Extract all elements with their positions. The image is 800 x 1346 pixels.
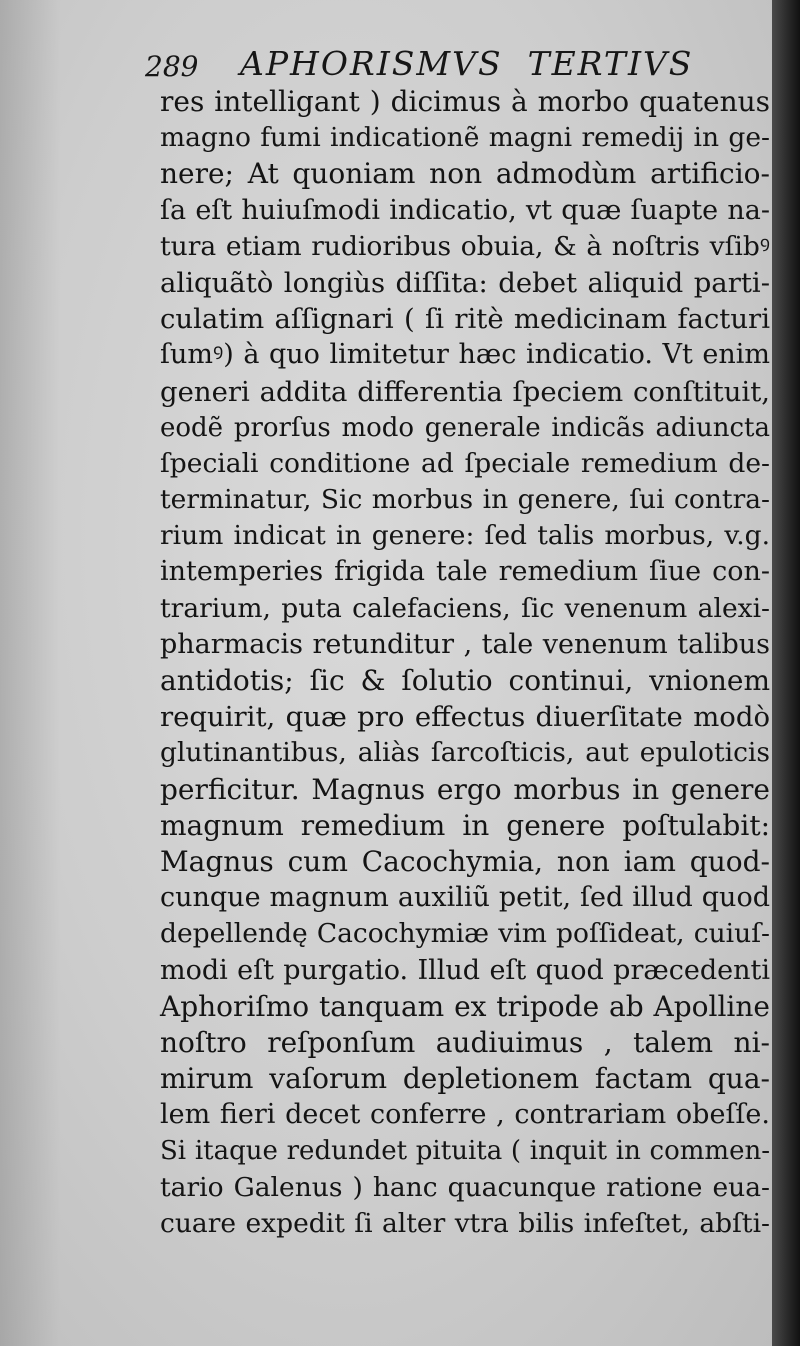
text-line: terminatur, Sic morbus in genere, ſui contra- — [160, 484, 770, 516]
text-line: magnum remedium in genere poſtulabit: — [160, 808, 770, 842]
text-line: pharmacis retunditur , tale venenum talibus — [160, 628, 770, 660]
text-line: intemperies frigida tale remedium ſiue con- — [160, 556, 770, 588]
text-line: rium indicat in genere: ſed talis morbus, v.g. — [160, 520, 770, 552]
text-line: ſa eſt huiuſmodi indicatio, vt quæ ſuapte na- — [160, 194, 770, 226]
page-number: 289 — [145, 50, 199, 83]
text-line: trarium, puta calefaciens, ſic venenum alexi- — [160, 592, 770, 624]
running-head-title: APHORISMVS TERTIVS — [240, 44, 694, 83]
text-line: cunque magnum auxiliũ petit, ſed illud quod — [160, 882, 770, 914]
text-line: magno fumi indicationẽ magni remedij in ge- — [160, 122, 770, 154]
text-line: eodẽ prorſus modo generale indicãs adiuncta — [160, 412, 770, 443]
text-line: glutinantibus, aliàs ſarcoſticis, aut epuloticis — [160, 737, 770, 769]
text-line: ſpeciali conditione ad ſpeciale remedium de- — [160, 447, 770, 479]
text-line: Magnus cum Cacochymia, non iam quod- — [160, 844, 770, 878]
text-line: antidotis; ſic & ſolutio continui, vnionem — [160, 664, 770, 697]
text-line: cuare expedit ſi alter vtra bilis infeſtet, abſti- — [160, 1207, 770, 1239]
text-line: nere; At quoniam non admodùm artificio- — [160, 157, 770, 191]
text-line: tura etiam rudioribus obuia, & à noſtris vſibꝰ — [160, 230, 770, 262]
text-line: requirit, quæ pro effectus diuerſitate modò — [160, 701, 770, 734]
text-line: mirum vaſorum depletionem factam qua- — [160, 1062, 770, 1096]
text-line: aliquãtò longiùs diſſita: debet aliquid parti- — [160, 266, 770, 299]
text-line: Aphoriſmo tanquam ex tripode ab Apolline — [160, 989, 770, 1023]
text-line: Si itaque redundet pituita ( inquit in commen- — [160, 1136, 770, 1167]
text-line: culatim aſſignari ( ſi ritè medicinam facturi — [160, 303, 770, 336]
text-block — [160, 84, 770, 1242]
text-line: res intelligant ) dicimus à morbo quatenus — [160, 85, 770, 118]
text-line: noſtro reſponſum audiuimus , talem ni- — [160, 1025, 770, 1059]
page-edge-shadow — [772, 0, 800, 1346]
spine-shadow — [0, 0, 60, 1346]
text-line: ſumꝰ) à quo limitetur hæc indicatio. Vt enim — [160, 339, 770, 371]
text-line: perficitur. Magnus ergo morbus in genere — [160, 772, 770, 806]
text-line: generi addita differentia ſpeciem conſtituit, — [160, 375, 770, 408]
text-line: depellendę Cacochymiæ vim poſſideat, cuiuſ- — [160, 918, 770, 950]
text-line: tario Galenus ) hanc quacunque ratione eua- — [160, 1171, 770, 1203]
text-line: lem fieri decet conferre , contrariam obeſſe. — [160, 1099, 770, 1131]
text-line: modi eſt purgatio. Illud eſt quod præcedenti — [160, 954, 770, 986]
